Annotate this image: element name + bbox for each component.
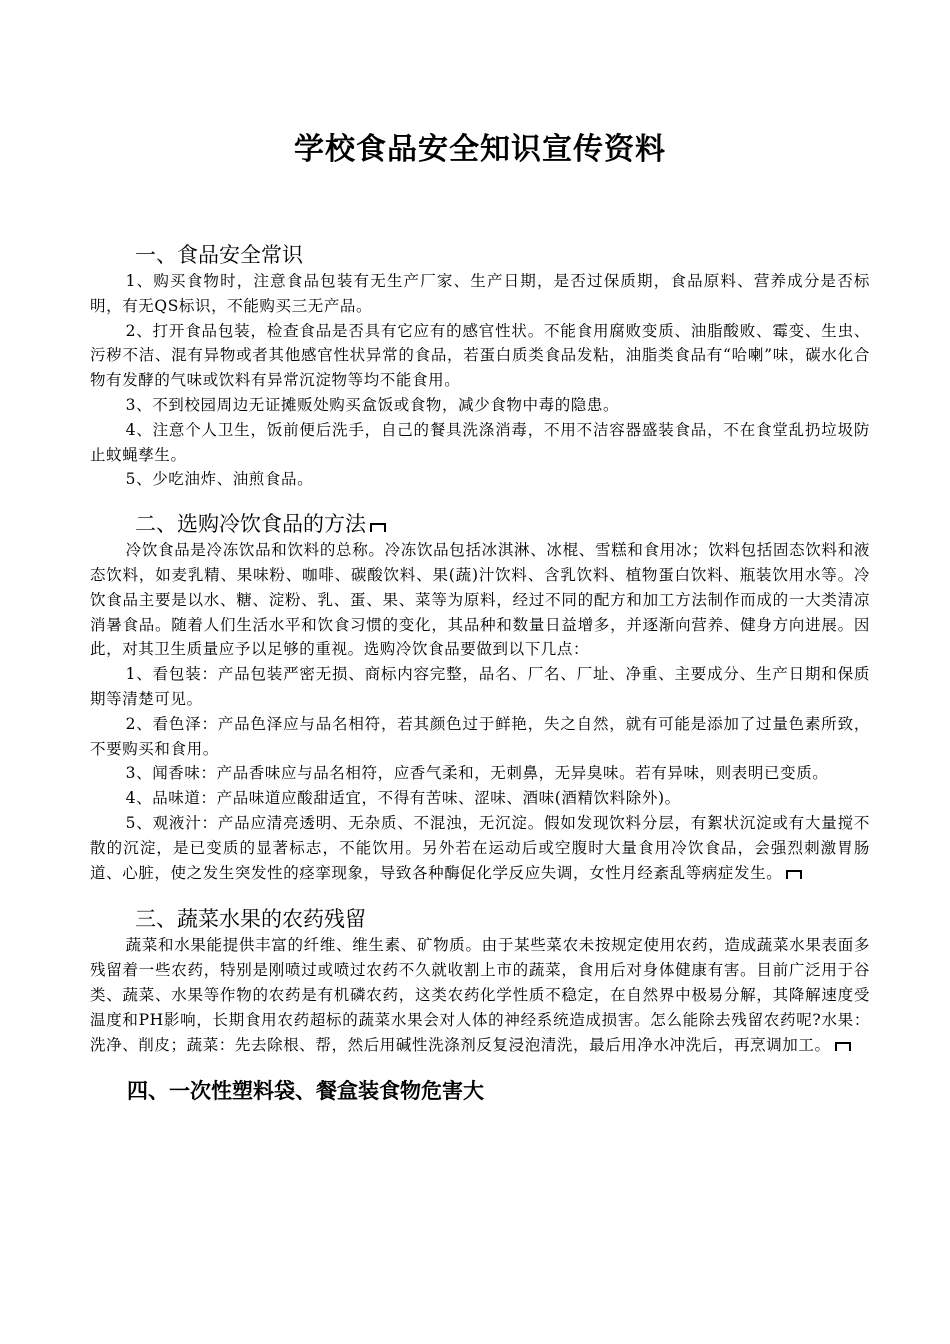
paragraph-wrap	[90, 811, 870, 885]
paragraph: 1、看包装：产品包装严密无损、商标内容完整，品名、厂名、厂址、净重、主要成分、生产日期和保质期等清楚可见。	[90, 665, 870, 708]
paragraph: 4、品味道：产品味道应酸甜适宜，不得有苦味、涩味、酒味(酒精饮料除外)。	[125, 789, 681, 808]
document-title: 学校食品安全知识宣传资料	[294, 132, 666, 167]
paragraph: 蔬菜和水果能提供丰富的纤维、维生素、矿物质。由于某些菜农未按规定使用农药，造成蔬菜水果表面多残留着一些农药，特别是刚喷过或喷过农药不久就收割上市的蔬菜，食用后对身体健康有害。目前广泛用于谷类、蔬菜、水果等作物的农药是有机磷农药，这类农药化学性质不稳定，在自然界中极易分解，其降解速度受温度和PH影响，长期食用农药超标的蔬菜水果会对人体的神经系统造成损害。怎么能除去残留农药呢?水果：洗净、削皮；蔬菜：先去除根、帮，然后用碱性洗涤剂反复浸泡清洗，最后用净水冲洗后，再烹调加工。	[90, 936, 870, 1054]
paragraph: 2、打开食品包装，检查食品是否具有它应有的感官性状。不能食用腐败变质、油脂酸败、霉变、生虫、污秽不洁、混有异物或者其他感官性状异常的食品，若蛋白质类食品发粘，油脂类食品有“哈喇”味，碳水化合物有发酵的气味或饮料有异常沉淀物等均不能食用。	[90, 321, 870, 390]
section-heading: 四、一次性塑料袋、餐盒装食物危害大	[127, 1079, 484, 1104]
section-heading: 二、选购冷饮食品的方法	[135, 512, 366, 537]
section-cold-drinks	[90, 510, 870, 885]
paragraph: 5、少吃油炸、油煎食品。	[125, 470, 314, 489]
section-heading-wrap	[90, 510, 870, 538]
section-heading: 一、食品安全常识	[135, 243, 303, 267]
section-disposable-containers	[90, 1077, 870, 1105]
bracket-mark-icon	[370, 523, 386, 532]
paragraph: 1、购买食物时，注意食品包装有无生产厂家、生产日期，是否过保质期，食品原料、营养成分是否标明，有无QS标识，不能购买三无产品。	[90, 272, 870, 315]
paragraph: 3、闻香味：产品香味应与品名相符，应香气柔和，无刺鼻，无异臭味。若有异味，则表明已变质。	[125, 764, 829, 783]
paragraph: 冷饮食品是冷冻饮品和饮料的总称。冷冻饮品包括冰淇淋、冰棍、雪糕和食用冰；饮料包括固态饮料和液态饮料，如麦乳精、果味粉、咖啡、碳酸饮料、果(蔬)汁饮料、含乳饮料、植物蛋白饮料、瓶装饮用水等。冷饮食品主要是以水、糖、淀粉、乳、蛋、果、菜等为原料，经过不同的配方和加工方法制作而成的一大类清凉消暑食品。随着人们生活水平和饮食习惯的变化，其品种和数量日益增多，并逐渐向营养、健身方向进展。因此，对其卫生质量应予以足够的重视。选购冷饮食品要做到以下几点：	[90, 541, 870, 659]
paragraph: 2、看色泽：产品色泽应与品名相符，若其颜色过于鲜艳，失之自然，就有可能是添加了过量色素所致，不要购买和食用。	[90, 714, 870, 758]
section-pesticide-residue	[90, 905, 870, 1057]
section-heading: 三、蔬菜水果的农药残留	[135, 907, 366, 932]
paragraph: 5、观液汁：产品应清亮透明、无杂质、不混浊，无沉淀。假如发现饮料分层，有絮状沉淀或有大量搅不散的沉淀，是已变质的显著标志，不能饮用。另外若在运动后或空腹时大量食用冷饮食品，会强烈刺激胃肠道、心脏，使之发生突发性的痉挛现象，导致各种酶促化学反应失调，女性月经紊乱等病症发生。	[90, 813, 870, 882]
bracket-mark-icon	[786, 870, 802, 879]
bracket-mark-icon	[835, 1042, 851, 1051]
paragraph: 3、不到校园周边无证摊贩处购买盒饭或食物，减少食物中毒的隐患。	[125, 395, 620, 414]
paragraph-wrap	[90, 933, 870, 1057]
paragraph: 4、注意个人卫生，饭前便后洗手，自己的餐具洗涤消毒，不用不洁容器盛装食品，不在食堂乱扔垃圾防止蚊蝇孳生。	[90, 420, 870, 464]
section-food-safety-basics	[90, 241, 870, 492]
